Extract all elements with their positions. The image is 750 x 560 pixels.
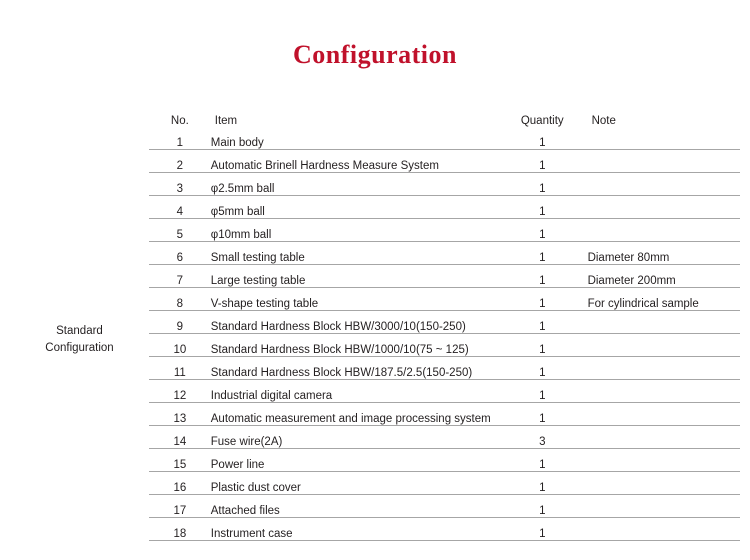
cell-no: 1 <box>149 127 211 150</box>
cell-no: 10 <box>149 334 211 357</box>
table-row <box>10 518 740 541</box>
row-label-empty <box>10 265 149 288</box>
table-row <box>10 449 740 472</box>
row-label-empty <box>10 449 149 472</box>
row-label-empty <box>10 196 149 219</box>
table-row <box>10 426 740 449</box>
row-label-empty <box>10 357 149 380</box>
cell-note <box>588 311 740 334</box>
row-label-empty <box>10 403 149 426</box>
table-row <box>10 196 740 219</box>
cell-quantity: 3 <box>497 426 588 449</box>
cell-quantity: 1 <box>497 242 588 265</box>
table-row <box>10 173 740 196</box>
row-label-empty <box>10 495 149 518</box>
cell-quantity: 1 <box>497 472 588 495</box>
row-label-empty <box>10 150 149 173</box>
cell-item: φ5mm ball <box>211 196 497 219</box>
column-header-quantity: Quantity <box>520 115 564 127</box>
cell-no: 18 <box>149 518 211 541</box>
cell-item: Fuse wire(2A) <box>211 426 497 449</box>
cell-note <box>588 518 740 541</box>
cell-quantity: 1 <box>497 495 588 518</box>
table-row <box>10 288 740 311</box>
row-group-label-line2: Configuration <box>45 341 114 354</box>
cell-item: V-shape testing table <box>211 288 497 311</box>
cell-item: Large testing table <box>211 265 497 288</box>
cell-quantity: 1 <box>497 380 588 403</box>
cell-no: 6 <box>149 242 211 265</box>
row-label-empty <box>10 173 149 196</box>
cell-quantity: 1 <box>497 150 588 173</box>
cell-no: 14 <box>149 426 211 449</box>
page-title: Configuration <box>293 40 457 69</box>
cell-item: Automatic measurement and image processing system <box>211 403 497 426</box>
cell-no: 13 <box>149 403 211 426</box>
row-label-empty <box>10 518 149 541</box>
row-group-label <box>10 311 149 357</box>
cell-no: 9 <box>149 311 211 334</box>
row-group-label-line1: Standard <box>56 324 103 337</box>
cell-note: Diameter 200mm <box>588 265 740 288</box>
cell-quantity: 1 <box>497 265 588 288</box>
cell-no: 2 <box>149 150 211 173</box>
cell-no: 17 <box>149 495 211 518</box>
cell-quantity: 1 <box>497 288 588 311</box>
header-spacer <box>10 105 149 127</box>
cell-note <box>588 196 740 219</box>
cell-note <box>588 472 740 495</box>
cell-item: φ10mm ball <box>211 219 497 242</box>
table-row <box>10 472 740 495</box>
row-label-empty <box>10 242 149 265</box>
cell-no: 11 <box>149 357 211 380</box>
cell-item: Main body <box>211 127 497 150</box>
cell-note <box>588 495 740 518</box>
table-row <box>10 495 740 518</box>
table-row <box>10 403 740 426</box>
cell-item: Plastic dust cover <box>211 472 497 495</box>
row-label-empty <box>10 127 149 150</box>
cell-no: 7 <box>149 265 211 288</box>
row-label-empty <box>10 426 149 449</box>
row-label-empty <box>10 472 149 495</box>
row-label-empty <box>10 380 149 403</box>
cell-note: For cylindrical sample <box>588 288 740 311</box>
table-row <box>10 357 740 380</box>
column-header-no: No. <box>170 115 189 127</box>
table-row <box>10 242 740 265</box>
cell-quantity: 1 <box>497 311 588 334</box>
row-label-empty <box>10 288 149 311</box>
cell-quantity: 1 <box>497 219 588 242</box>
cell-note <box>588 219 740 242</box>
cell-quantity: 1 <box>497 449 588 472</box>
cell-quantity: 1 <box>497 403 588 426</box>
table-header-row <box>10 105 740 127</box>
cell-item: Standard Hardness Block HBW/187.5/2.5(150-250) <box>211 357 497 380</box>
table-row <box>10 127 740 150</box>
cell-note <box>588 403 740 426</box>
cell-no: 4 <box>149 196 211 219</box>
cell-note <box>588 449 740 472</box>
cell-note <box>588 357 740 380</box>
cell-note <box>588 127 740 150</box>
column-header-note: Note <box>591 115 616 127</box>
cell-item: Standard Hardness Block HBW/1000/10(75 ~ 125) <box>211 334 497 357</box>
cell-quantity: 1 <box>497 357 588 380</box>
cell-no: 5 <box>149 219 211 242</box>
table-row <box>10 219 740 242</box>
cell-item: Small testing table <box>211 242 497 265</box>
table-row <box>10 311 740 334</box>
cell-quantity: 1 <box>497 334 588 357</box>
cell-item: Attached files <box>211 495 497 518</box>
cell-no: 8 <box>149 288 211 311</box>
table-row <box>10 265 740 288</box>
cell-note <box>588 173 740 196</box>
cell-note <box>588 150 740 173</box>
table-row <box>10 150 740 173</box>
cell-item: φ2.5mm ball <box>211 173 497 196</box>
table-row <box>10 380 740 403</box>
cell-quantity: 1 <box>497 518 588 541</box>
cell-note <box>588 380 740 403</box>
cell-quantity: 1 <box>497 173 588 196</box>
cell-item: Instrument case <box>211 518 497 541</box>
cell-no: 16 <box>149 472 211 495</box>
cell-note: Diameter 80mm <box>588 242 740 265</box>
cell-no: 3 <box>149 173 211 196</box>
cell-item: Automatic Brinell Hardness Measure System <box>211 150 497 173</box>
cell-item: Power line <box>211 449 497 472</box>
cell-quantity: 1 <box>497 127 588 150</box>
cell-quantity: 1 <box>497 196 588 219</box>
cell-no: 12 <box>149 380 211 403</box>
row-label-empty <box>10 219 149 242</box>
column-header-item: Item <box>214 115 238 127</box>
cell-item: Standard Hardness Block HBW/3000/10(150-250) <box>211 311 497 334</box>
cell-item: Industrial digital camera <box>211 380 497 403</box>
cell-no: 15 <box>149 449 211 472</box>
cell-note <box>588 334 740 357</box>
configuration-table <box>10 105 740 541</box>
cell-note <box>588 426 740 449</box>
